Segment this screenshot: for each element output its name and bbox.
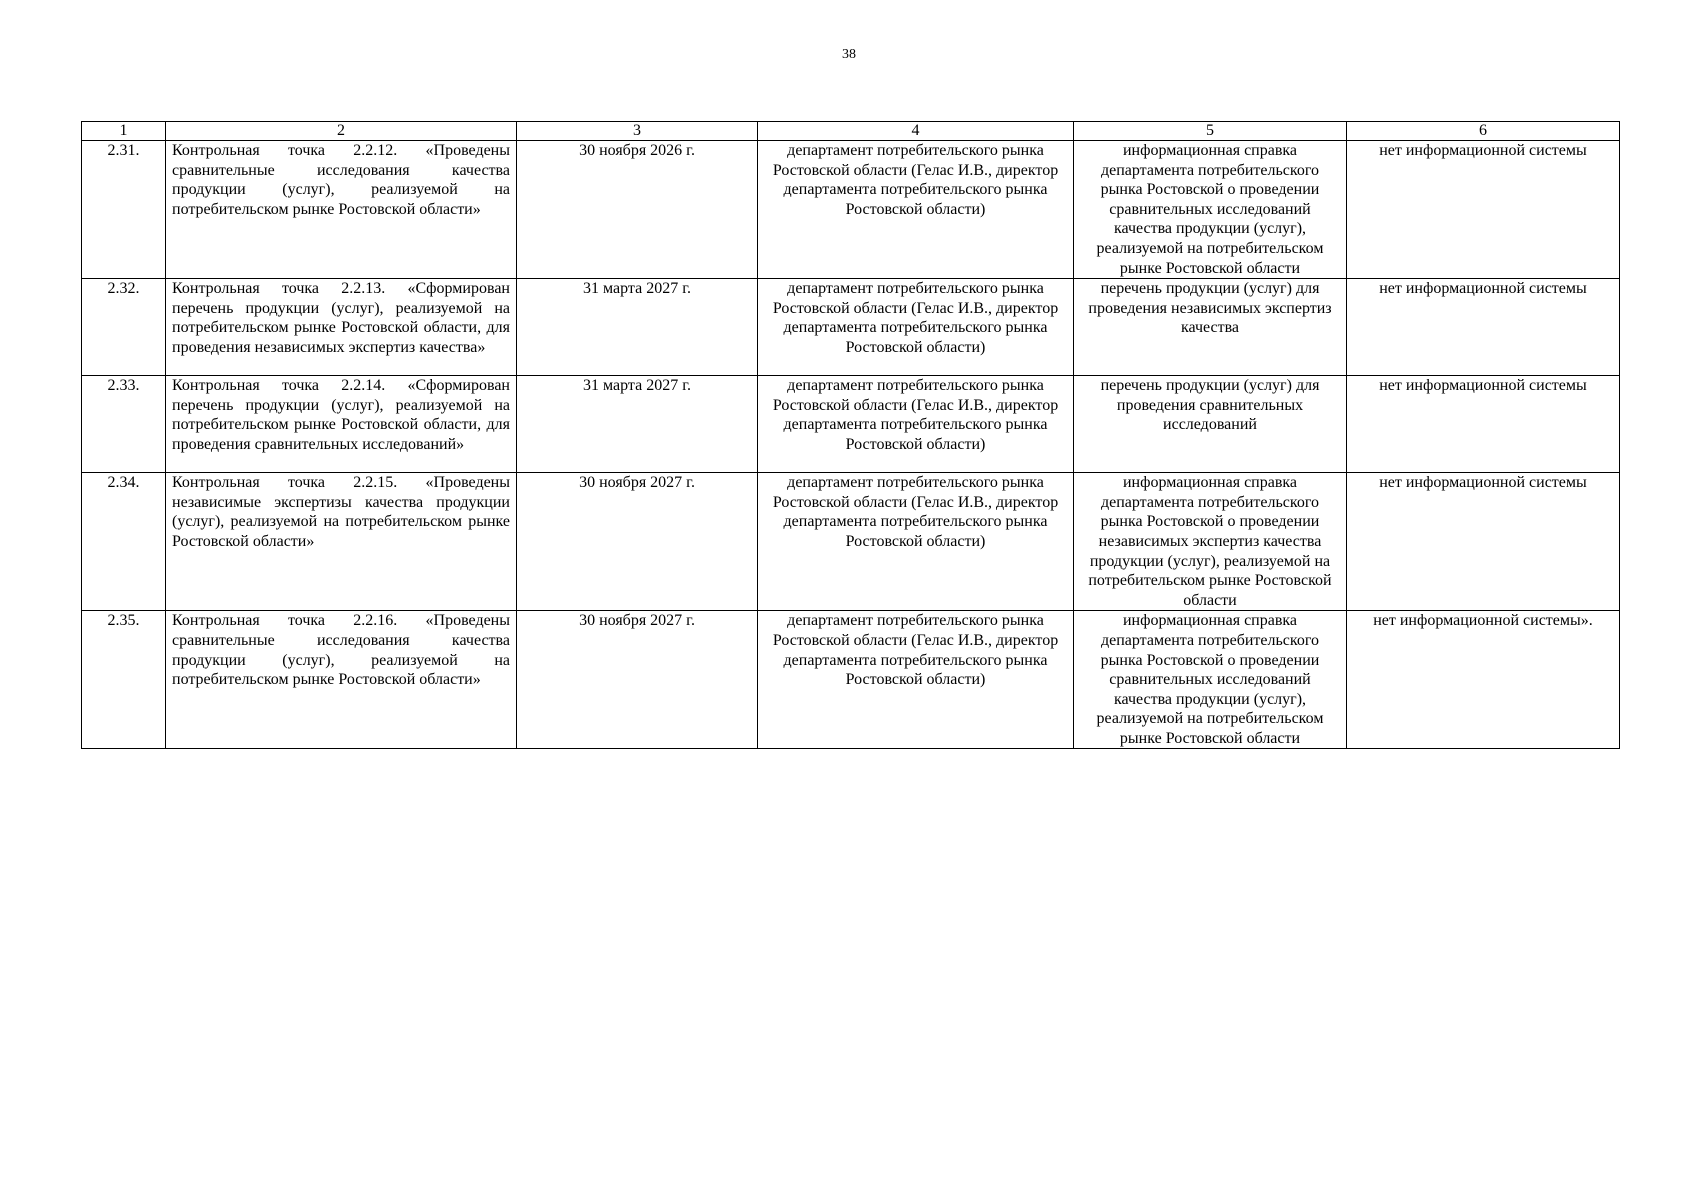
deadline-date: 31 марта 2027 г.: [517, 376, 758, 473]
column-header-2: 2: [166, 122, 517, 141]
deadline-date: 30 ноября 2027 г.: [517, 473, 758, 611]
control-points-table: [81, 121, 1620, 749]
control-point-name: Контрольная точка 2.2.16. «Проведены сравнительные исследования качества продукции (услуг), реализуемой на потребительском рынке Ростовской области»: [166, 611, 517, 749]
control-point-name: Контрольная точка 2.2.13. «Сформирован перечень продукции (услуг), реализуемой на потребительском рынке Ростовской области, для проведения независимых экспертиз качества»: [166, 279, 517, 376]
row-number: 2.32.: [82, 279, 166, 376]
deadline-date: 30 ноября 2026 г.: [517, 141, 758, 279]
result-document: перечень продукции (услуг) для проведения независимых экспертиз качества: [1074, 279, 1347, 376]
row-number: 2.34.: [82, 473, 166, 611]
information-system: нет информационной системы: [1347, 141, 1620, 279]
responsible-party: департамент потребительского рынка Ростовской области (Гелас И.В., директор департамента потребительского рынка Ростовской области): [758, 611, 1074, 749]
row-number: 2.31.: [82, 141, 166, 279]
column-header-1: 1: [82, 122, 166, 141]
information-system: нет информационной системы: [1347, 473, 1620, 611]
column-header-6: 6: [1347, 122, 1620, 141]
page-number: 38: [842, 47, 856, 62]
responsible-party: департамент потребительского рынка Ростовской области (Гелас И.В., директор департамента потребительского рынка Ростовской области): [758, 376, 1074, 473]
deadline-date: 30 ноября 2027 г.: [517, 611, 758, 749]
table-row: [82, 611, 1620, 749]
information-system: нет информационной системы: [1347, 376, 1620, 473]
deadline-date: 31 марта 2027 г.: [517, 279, 758, 376]
result-document: перечень продукции (услуг) для проведения сравнительных исследований: [1074, 376, 1347, 473]
responsible-party: департамент потребительского рынка Ростовской области (Гелас И.В., директор департамента потребительского рынка Ростовской области): [758, 279, 1074, 376]
responsible-party: департамент потребительского рынка Ростовской области (Гелас И.В., директор департамента потребительского рынка Ростовской области): [758, 473, 1074, 611]
control-point-name: Контрольная точка 2.2.15. «Проведены независимые экспертизы качества продукции (услуг), реализуемой на потребительском рынке Ростовской области»: [166, 473, 517, 611]
header-row: [82, 122, 1620, 141]
responsible-party: департамент потребительского рынка Ростовской области (Гелас И.В., директор департамента потребительского рынка Ростовской области): [758, 141, 1074, 279]
control-point-name: Контрольная точка 2.2.12. «Проведены сравнительные исследования качества продукции (услуг), реализуемой на потребительском рынке Ростовской области»: [166, 141, 517, 279]
table-row: [82, 473, 1620, 611]
information-system: нет информационной системы: [1347, 279, 1620, 376]
control-point-name: Контрольная точка 2.2.14. «Сформирован перечень продукции (услуг), реализуемой на потребительском рынке Ростовской области, для проведения сравнительных исследований»: [166, 376, 517, 473]
column-header-4: 4: [758, 122, 1074, 141]
row-number: 2.33.: [82, 376, 166, 473]
table-row: [82, 279, 1620, 376]
column-header-3: 3: [517, 122, 758, 141]
table-row: [82, 141, 1620, 279]
result-document: информационная справка департамента потребительского рынка Ростовской о проведении сравнительных исследований качества продукции (услуг), реализуемой на потребительском рынке Ростовской области: [1074, 141, 1347, 279]
column-header-5: 5: [1074, 122, 1347, 141]
row-number: 2.35.: [82, 611, 166, 749]
information-system: нет информационной системы».: [1347, 611, 1620, 749]
table-row: [82, 376, 1620, 473]
result-document: информационная справка департамента потребительского рынка Ростовской о проведении сравнительных исследований качества продукции (услуг), реализуемой на потребительском рынке Ростовской области: [1074, 611, 1347, 749]
result-document: информационная справка департамента потребительского рынка Ростовской о проведении независимых экспертиз качества продукции (услуг), реализуемой на потребительском рынке Ростовской области: [1074, 473, 1347, 611]
